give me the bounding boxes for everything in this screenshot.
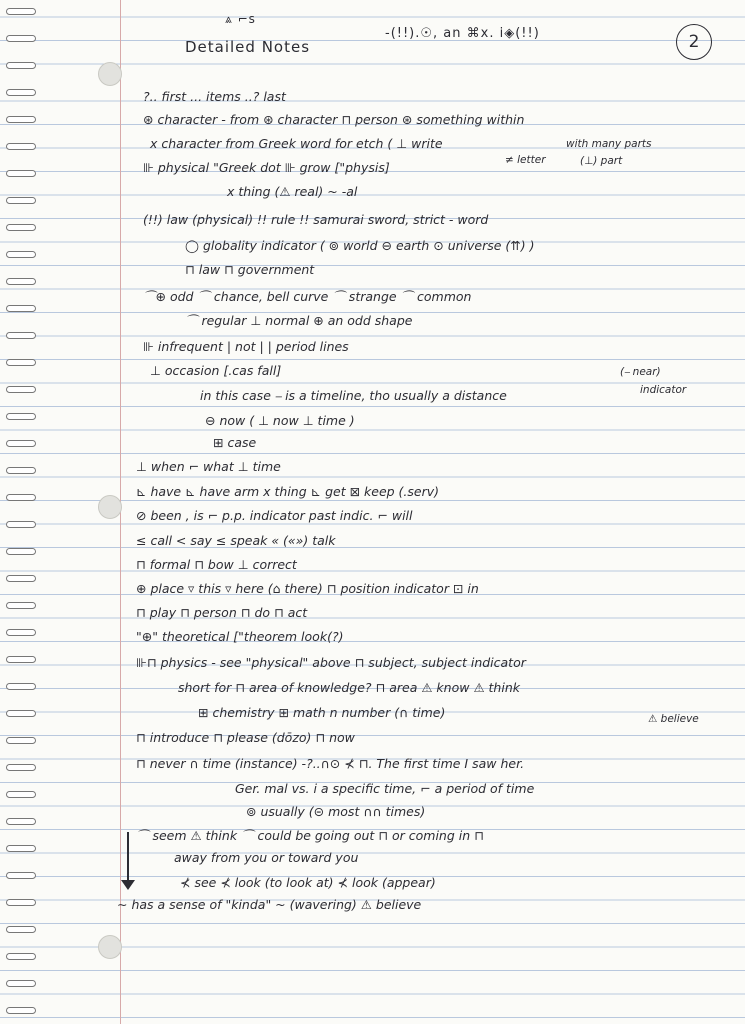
spiral-ring: [6, 926, 36, 933]
spiral-ring: [6, 629, 36, 636]
spiral-ring: [6, 575, 36, 582]
spiral-ring: [6, 872, 36, 879]
note-line: ⊞ chemistry ⊞ math n number (∩ time): [198, 705, 446, 720]
spiral-ring: [6, 818, 36, 825]
spiral-ring: [6, 602, 36, 609]
page-number: 2: [676, 24, 712, 60]
note-line: indicator: [640, 384, 687, 396]
spiral-ring: [6, 332, 36, 339]
note-line: x character from Greek word for etch ( ⊥ write: [150, 136, 443, 151]
note-line: ◯ globality indicator ( ⊚ world ⊖ earth ⊙ universe (⇈) ): [185, 238, 535, 253]
note-line: ⊚ usually (⊝ most ∩∩ times): [246, 804, 426, 819]
spiral-ring: [6, 413, 36, 420]
note-line: ≠ letter: [505, 154, 546, 166]
note-line: (!!) law (physical) !! rule !! samurai sword, strict - word: [143, 212, 489, 227]
page-title: Detailed Notes: [185, 38, 311, 56]
spiral-ring: [6, 548, 36, 555]
note-line: (⊥) part: [580, 155, 623, 167]
spiral-ring: [6, 980, 36, 987]
note-line: ⊪⊓ physics - see "physical" above ⊓ subject, subject indicator: [136, 655, 526, 670]
punch-hole: [98, 495, 122, 519]
note-line: ⊓ law ⊓ government: [185, 262, 315, 277]
spiral-ring: [6, 170, 36, 177]
note-line: ⌒ seem ⚠ think ⌒ could be going out ⊓ or coming in ⊓: [136, 828, 484, 843]
spiral-ring: [6, 899, 36, 906]
note-line: ⊥ occasion [.cas fall]: [150, 363, 282, 378]
note-line: away from you or toward you: [174, 850, 359, 865]
note-line: ⚠ believe: [648, 713, 699, 725]
note-line: ⊞ case: [213, 435, 257, 450]
spiral-ring: [6, 710, 36, 717]
note-line: in this case ⎯ is a timeline, tho usually a distance: [200, 388, 507, 403]
note-line: ⊖ now ( ⊥ now ⊥ time ): [205, 413, 355, 428]
spiral-ring: [6, 35, 36, 42]
spiral-ring: [6, 764, 36, 771]
note-line: ⊘ been , is ⌐ p.p. indicator past indic. ⌐ will: [136, 508, 413, 523]
spiral-ring: [6, 143, 36, 150]
note-line: ⊪ infrequent | not | | period lines: [143, 339, 349, 354]
note-line: ⊪ physical "Greek dot ⊪ grow ["physis]: [143, 160, 390, 175]
note-line: ⊀ see ⊀ look (to look at) ⊀ look (appear): [180, 875, 436, 890]
note-line: ⌒ regular ⊥ normal ⊕ an odd shape: [185, 313, 413, 328]
note-line: "⊕" theoretical ["theorem look(?): [136, 629, 344, 644]
header-symbols: ⩓ ⌐s: [225, 12, 256, 26]
note-line: with many parts: [566, 138, 652, 150]
spiral-ring: [6, 494, 36, 501]
spiral-ring: [6, 1007, 36, 1014]
note-line: ⊓ formal ⊓ bow ⊥ correct: [136, 557, 297, 572]
note-line: (⎯ near): [620, 366, 661, 378]
spiral-ring: [6, 737, 36, 744]
note-line: ⊾ have ⊾ have arm x thing ⊾ get ⊠ keep (.serv): [136, 484, 440, 499]
spiral-ring: [6, 359, 36, 366]
header-notation: -(!!).☉, an ⌘x. i◈(!!): [385, 26, 540, 41]
spiral-ring: [6, 656, 36, 663]
downward-arrow-icon: [127, 832, 129, 886]
note-line: short for ⊓ area of knowledge? ⊓ area ⚠ know ⚠ think: [178, 680, 520, 695]
note-line: ⊕ place ▿ this ▿ here (⌂ there) ⊓ position indicator ⊡ in: [136, 581, 479, 596]
spiral-ring: [6, 953, 36, 960]
spiral-ring: [6, 440, 36, 447]
spiral-ring: [6, 62, 36, 69]
punch-hole: [98, 935, 122, 959]
spiral-binding: [0, 0, 42, 1024]
note-line: ⊛ character - from ⊛ character ⊓ person ⊛ something within: [143, 112, 525, 127]
note-line: ⊓ introduce ⊓ please (dōzo) ⊓ now: [136, 730, 355, 745]
punch-hole: [98, 62, 122, 86]
note-line: ⌒⊕ odd ⌒ chance, bell curve ⌒ strange ⌒ common: [143, 289, 472, 304]
spiral-ring: [6, 116, 36, 123]
spiral-ring: [6, 386, 36, 393]
spiral-ring: [6, 8, 36, 15]
spiral-ring: [6, 197, 36, 204]
spiral-ring: [6, 683, 36, 690]
note-line: x thing (⚠ real) ~ -al: [227, 184, 358, 199]
note-line: ≤ call < say ≤ speak « («») talk: [136, 533, 336, 548]
note-line: Ger. mal vs. i a specific time, ⌐ a period of time: [235, 781, 535, 796]
note-line: ⊓ play ⊓ person ⊓ do ⊓ act: [136, 605, 308, 620]
arrow-head-icon: [121, 880, 135, 890]
spiral-ring: [6, 845, 36, 852]
note-line: ?.. first ... items ..? last: [143, 89, 286, 104]
note-line: ⊥ when ⌐ what ⊥ time: [136, 459, 281, 474]
note-line: ⊓ never ∩ time (instance) -?..∩⊙ ⊀ ⊓. The first time I saw her.: [136, 756, 525, 771]
spiral-ring: [6, 251, 36, 258]
spiral-ring: [6, 521, 36, 528]
spiral-ring: [6, 89, 36, 96]
note-line: ∼ has a sense of "kinda" ~ (wavering) ⚠ believe: [117, 897, 422, 912]
spiral-ring: [6, 278, 36, 285]
spiral-ring: [6, 224, 36, 231]
spiral-ring: [6, 305, 36, 312]
spiral-ring: [6, 467, 36, 474]
spiral-ring: [6, 791, 36, 798]
